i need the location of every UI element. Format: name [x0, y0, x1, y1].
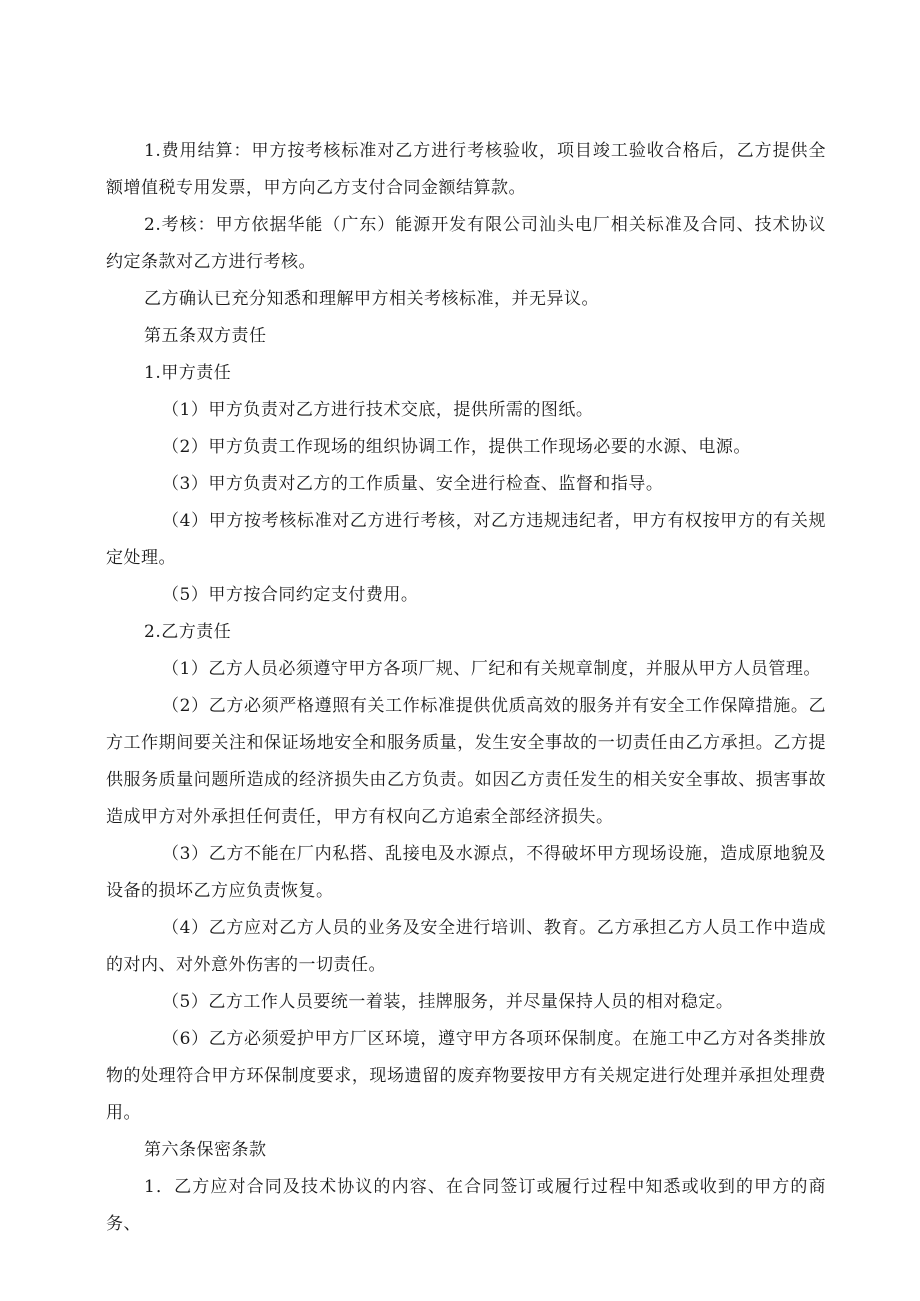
section-heading-article-5: 第五条双方责任 — [144, 326, 267, 346]
subheading-party-a-duties: 1.甲方责任 — [144, 363, 232, 383]
party-a-duty-3: （3）甲方负责对乙方的工作质量、安全进行检查、监督和指导。 — [162, 474, 664, 494]
document-body — [106, 133, 826, 1243]
party-a-duty-2: （2）甲方负责工作现场的组织协调工作，提供工作现场必要的水源、电源。 — [162, 437, 751, 457]
party-b-duty-4: （4）乙方应对乙方人员的业务及安全进行培训、教育。乙方承担乙方人员工作中造成的对内、对外意外伤害的一切责任。 — [106, 918, 826, 975]
paragraph-assessment: 2.考核：甲方依据华能（广东）能源开发有限公司汕头电厂相关标准及合同、技术协议约定条款对乙方进行考核。 — [106, 215, 826, 272]
subheading-party-b-duties: 2.乙方责任 — [144, 622, 232, 642]
party-b-duty-3: （3）乙方不能在厂内私搭、乱接电及水源点，不得破坏甲方现场设施，造成原地貌及设备的损坏乙方应负责恢复。 — [106, 844, 826, 901]
paragraph-acknowledgement: 乙方确认已充分知悉和理解甲方相关考核标准，并无异议。 — [144, 289, 599, 309]
confidentiality-clause-1: 1．乙方应对合同及技术协议的内容、在合同签订或履行过程中知悉或收到的甲方的商务、 — [106, 1177, 826, 1234]
party-a-duty-5: （5）甲方按合同约定支付费用。 — [162, 585, 419, 605]
party-a-duty-4: （4）甲方按考核标准对乙方进行考核，对乙方违规违纪者，甲方有权按甲方的有关规定处理。 — [106, 511, 826, 568]
party-b-duty-2: （2）乙方必须严格遵照有关工作标准提供优质高效的服务并有安全工作保障措施。乙方工作期间要关注和保证场地安全和服务质量，发生安全事故的一切责任由乙方承担。乙方提供服务质量问题所造成的经济损失由乙方负责。如因乙方责任发生的相关安全事故、损害事故造成甲方对外承担任何责任，甲方有权向乙方追索全部经济损失。 — [106, 696, 826, 827]
party-b-duty-1: （1）乙方人员必须遵守甲方各项厂规、厂纪和有关规章制度，并服从甲方人员管理。 — [162, 659, 821, 679]
party-a-duty-1: （1）甲方负责对乙方进行技术交底，提供所需的图纸。 — [162, 400, 594, 420]
paragraph-fee-settlement: 1.费用结算：甲方按考核标准对乙方进行考核验收，项目竣工验收合格后，乙方提供全额增值税专用发票，甲方向乙方支付合同金额结算款。 — [106, 141, 826, 198]
party-b-duty-5: （5）乙方工作人员要统一着装，挂牌服务，并尽量保持人员的相对稳定。 — [162, 992, 734, 1012]
party-b-duty-6: （6）乙方必须爱护甲方厂区环境，遵守甲方各项环保制度。在施工中乙方对各类排放物的处理符合甲方环保制度要求，现场遗留的废弃物要按甲方有关规定进行处理并承担处理费用。 — [106, 1029, 826, 1123]
section-heading-article-6: 第六条保密条款 — [144, 1140, 267, 1160]
